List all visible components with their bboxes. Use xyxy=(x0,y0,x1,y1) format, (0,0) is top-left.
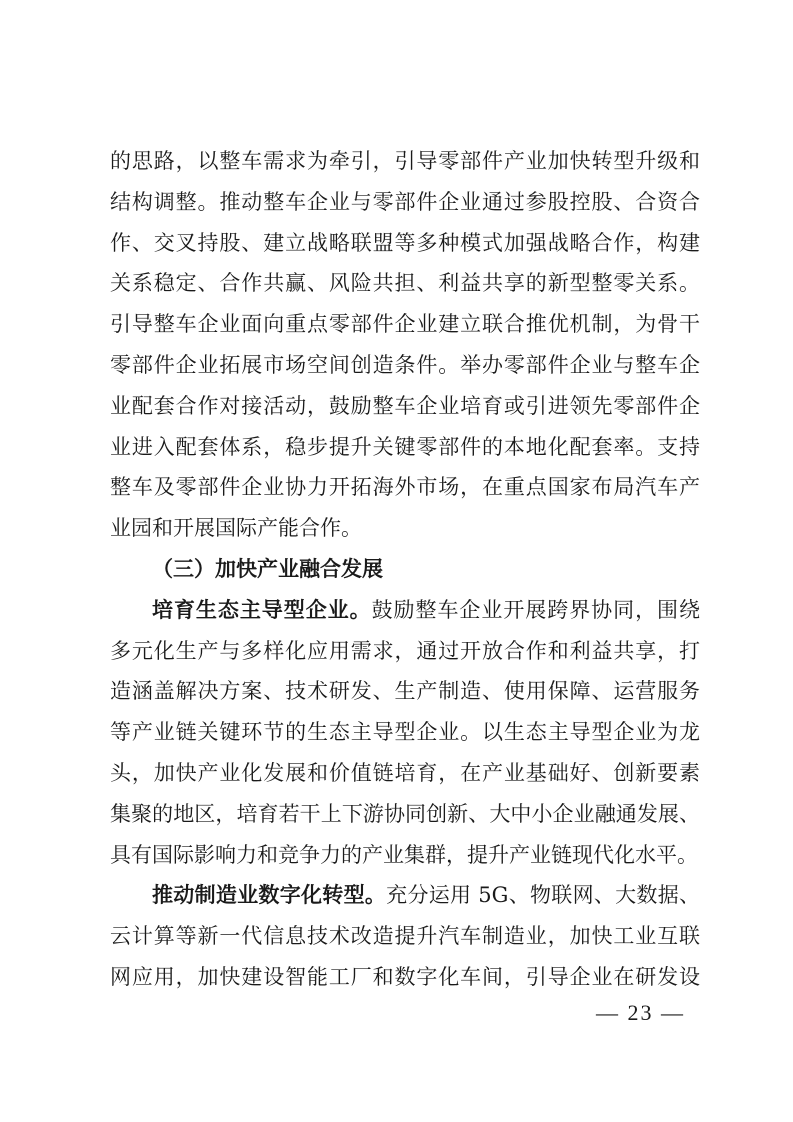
text-line: 集聚的地区，培育若干上下游协同创新、大中小企业融通发展、 xyxy=(110,801,700,826)
paragraph-text: 充分运用 5G、物联网、大数据、 xyxy=(386,883,701,908)
text-line: 整车及零部件企业协力开拓海外市场，在重点国家布局汽车产 xyxy=(110,475,700,500)
text-line: 业配套合作对接活动，鼓励整车企业培育或引进领先零部件企 xyxy=(110,393,700,418)
text-line: 多元化生产与多样化应用需求，通过开放合作和利益共享，打 xyxy=(110,638,700,663)
paragraph-first-line xyxy=(110,875,700,916)
text-line: 零部件企业拓展市场空间创造条件。举办零部件企业与整车企 xyxy=(110,352,700,377)
text-line: 头，加快产业化发展和价值链培育，在产业基础好、创新要素 xyxy=(110,760,700,785)
text-line: 的思路，以整车需求为牵引，引导零部件产业加快转型升级和 xyxy=(110,149,700,173)
section-heading: （三）加快产业融合发展 xyxy=(152,555,383,581)
text-line: 云计算等新一代信息技术改造提升汽车制造业，加快工业互联 xyxy=(110,924,700,949)
paragraph-lead: 培育生态主导型企业。 xyxy=(152,596,372,622)
paragraph-first-line xyxy=(110,590,700,631)
text-line: 关系稳定、合作共赢、风险共担、利益共享的新型整零关系。 xyxy=(110,271,700,296)
text-line: 业进入配套体系，稳步提升关键零部件的本地化配套率。支持 xyxy=(110,434,700,459)
text-line: 引导整车企业面向重点零部件企业建立联合推优机制，为骨干 xyxy=(110,312,700,337)
text-line: 网应用，加快建设智能工厂和数字化车间，引导企业在研发设 xyxy=(110,964,700,989)
text-line: 结构调整。推动整车企业与零部件企业通过参股控股、合资合 xyxy=(110,189,700,214)
text-line: 业园和开展国际产能合作。 xyxy=(110,516,362,541)
text-line: 造涵盖解决方案、技术研发、生产制造、使用保障、运营服务 xyxy=(110,679,700,704)
body-text xyxy=(110,141,700,998)
page-number: — 23 — xyxy=(596,1000,685,1025)
text-line: 具有国际影响力和竞争力的产业集群，提升产业链现代化水平。 xyxy=(110,842,698,867)
text-line: 等产业链关键环节的生态主导型企业。以生态主导型企业为龙 xyxy=(110,720,700,745)
text-line: 作、交叉持股、建立战略联盟等多种模式加强战略合作，构建 xyxy=(110,230,700,255)
paragraph-text: 鼓励整车企业开展跨界协同，围绕 xyxy=(371,597,701,622)
paragraph-lead: 推动制造业数字化转型。 xyxy=(152,882,387,908)
